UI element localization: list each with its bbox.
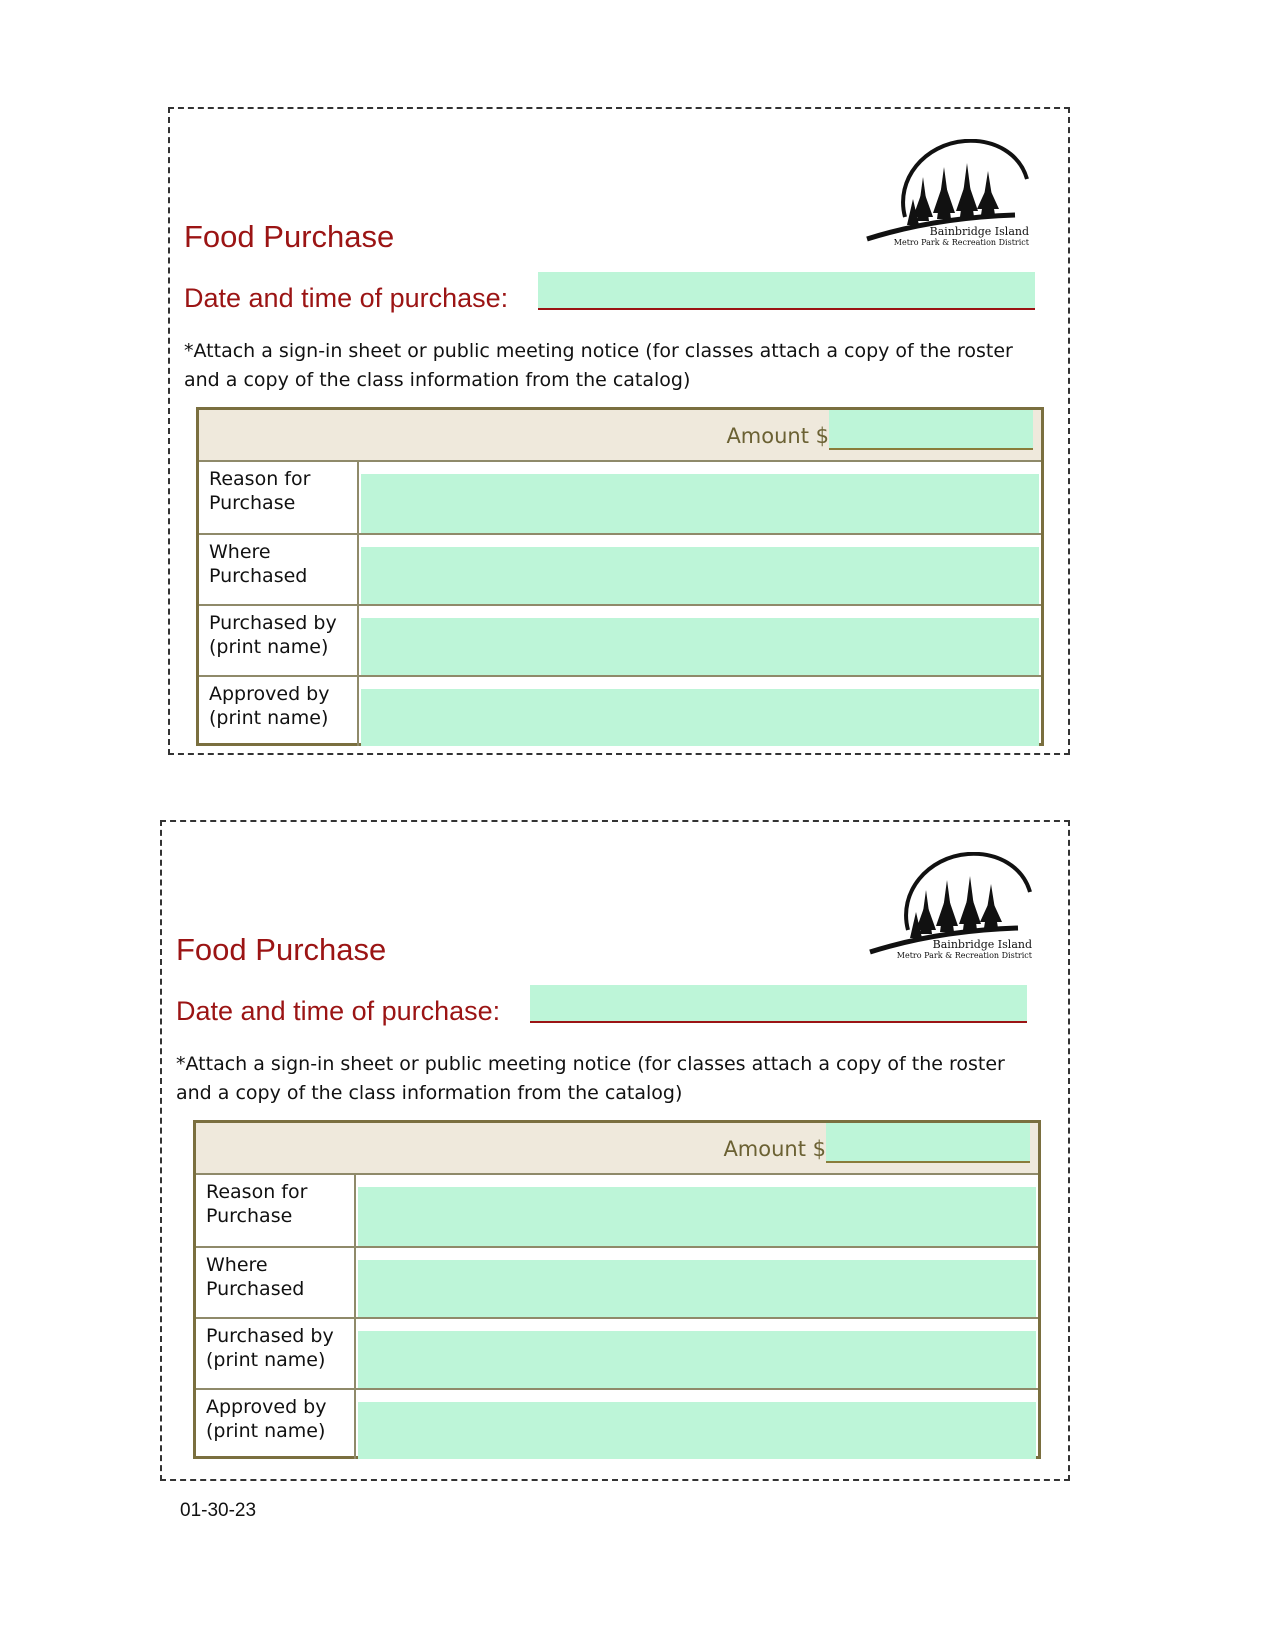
where-label [196,1248,356,1317]
purchased-by-label [196,1319,356,1388]
table-row-approved-by [199,675,1041,746]
attachment-note-line-1: *Attach a sign-in sheet or public meeting notice (for classes attach a copy of the roster [176,1053,1005,1075]
amount-label: Amount $ [726,424,829,448]
table-row-where [199,533,1041,604]
date-time-input[interactable] [538,272,1035,310]
revision-date: 01-30-23 [180,1500,257,1521]
food-purchase-card-1 [168,107,1070,755]
purchased-by-label-line-2: (print name) [206,1349,326,1371]
table-row-where [196,1246,1038,1317]
approved-by-label [196,1390,356,1459]
reason-label [199,462,359,533]
approved-by-input[interactable] [358,1402,1036,1459]
purchase-details-table [196,407,1044,746]
table-row-purchased-by [199,604,1041,675]
amount-row [199,410,1041,462]
table-row-reason [199,462,1041,533]
where-input[interactable] [358,1260,1036,1317]
amount-label: Amount $ [723,1137,826,1161]
where-label-line-2: Purchased [206,1278,305,1300]
logo-name-text: Bainbridge Island [929,225,1029,238]
where-label-line-1: Where [209,541,271,563]
attachment-note [176,1050,1076,1108]
attachment-note-line-2: and a copy of the class information from the catalog) [176,1082,683,1104]
purchase-details-table [193,1120,1041,1459]
where-label-line-1: Where [206,1254,268,1276]
reason-label-line-2: Purchase [209,492,296,514]
attachment-note-line-2: and a copy of the class information from the catalog) [184,369,691,391]
purchased-by-label-line-2: (print name) [209,636,329,658]
table-row-reason [196,1175,1038,1246]
logo-name-text: Bainbridge Island [932,938,1032,951]
attachment-note [184,337,1084,395]
approved-by-label [199,677,359,746]
park-district-logo [868,852,1038,972]
where-input[interactable] [361,547,1039,604]
reason-label-line-1: Reason for [209,468,311,490]
park-district-logo [865,139,1035,259]
date-time-label: Date and time of purchase: [176,996,501,1026]
table-row-purchased-by [196,1317,1038,1388]
table-row-approved-by [196,1388,1038,1459]
where-label-line-2: Purchased [209,565,308,587]
approved-by-label-line-2: (print name) [206,1420,326,1442]
approved-by-input[interactable] [361,689,1039,746]
reason-input[interactable] [358,1187,1036,1246]
amount-input[interactable] [829,410,1033,450]
reason-input[interactable] [361,474,1039,533]
date-time-input[interactable] [530,985,1027,1023]
amount-row [196,1123,1038,1175]
form-title: Food Purchase [176,932,387,967]
reason-label [196,1175,356,1246]
reason-label-line-1: Reason for [206,1181,308,1203]
purchased-by-label-line-1: Purchased by [209,612,337,634]
approved-by-label-line-1: Approved by [209,683,330,705]
purchased-by-input[interactable] [358,1331,1036,1388]
reason-label-line-2: Purchase [206,1205,293,1227]
form-title: Food Purchase [184,219,395,254]
approved-by-label-line-1: Approved by [206,1396,327,1418]
approved-by-label-line-2: (print name) [209,707,329,729]
logo-subtitle-text: Metro Park & Recreation District [893,238,1029,247]
amount-input[interactable] [826,1123,1030,1163]
where-label [199,535,359,604]
date-time-label: Date and time of purchase: [184,283,509,313]
attachment-note-line-1: *Attach a sign-in sheet or public meeting notice (for classes attach a copy of the roster [184,340,1013,362]
food-purchase-card-2 [160,820,1070,1481]
logo-subtitle-text: Metro Park & Recreation District [896,951,1032,960]
purchased-by-label-line-1: Purchased by [206,1325,334,1347]
purchased-by-input[interactable] [361,618,1039,675]
purchased-by-label [199,606,359,675]
